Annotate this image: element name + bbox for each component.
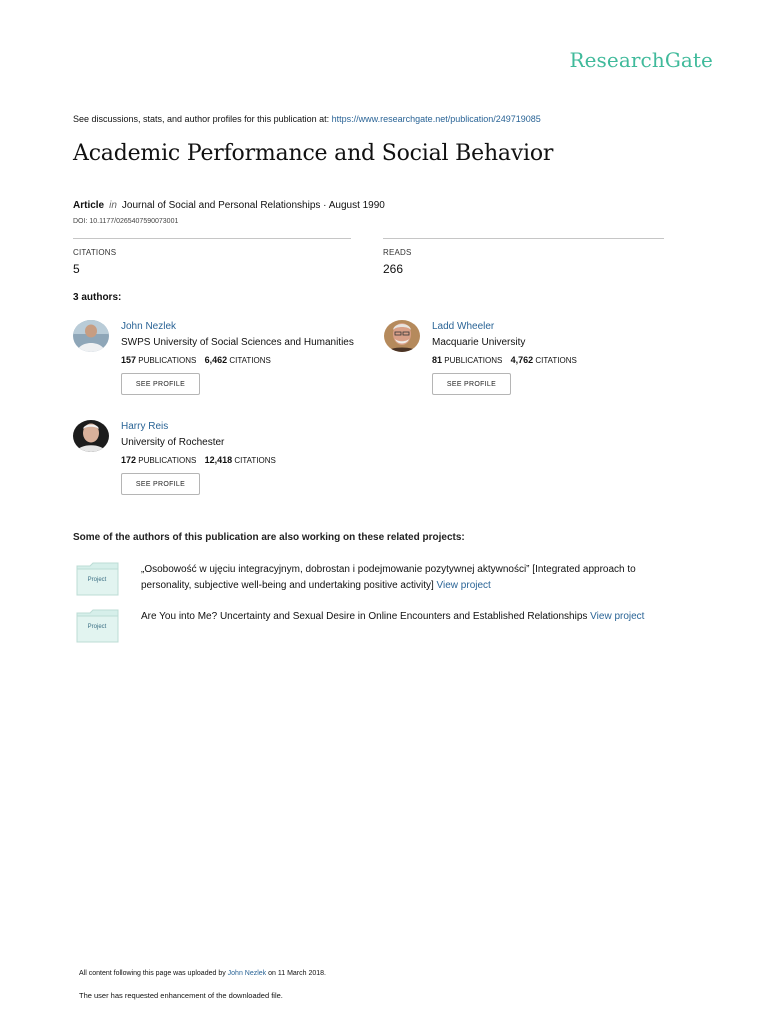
citations-label: CITATIONS xyxy=(535,356,577,365)
avatar[interactable] xyxy=(73,320,109,352)
authors-heading: 3 authors: xyxy=(73,292,122,303)
citations-count: 12,418 xyxy=(204,455,233,465)
author-institution: SWPS University of Social Sciences and Humanities xyxy=(121,337,354,348)
doi: DOI: 10.1177/0265407590073001 xyxy=(73,218,179,225)
project-title: Are You into Me? Uncertainty and Sexual Desire in Online Encounters and Established Relationships xyxy=(141,611,588,622)
upload-suffix: on 11 March 2018. xyxy=(266,970,326,977)
upload-note xyxy=(79,970,326,977)
avatar[interactable] xyxy=(73,420,109,452)
page-title: Academic Performance and Social Behavior xyxy=(73,141,554,166)
publication-url-line xyxy=(73,114,541,124)
view-project-link[interactable]: View project xyxy=(590,611,645,622)
project-folder-icon[interactable] xyxy=(76,609,120,643)
related-projects-heading: Some of the authors of this publication are also working on these related projects: xyxy=(73,532,465,543)
publications-count: 81 xyxy=(432,355,443,365)
journal-name: Journal of Social and Personal Relationships · August 1990 xyxy=(121,200,385,211)
citations-divider xyxy=(73,238,351,239)
project-item xyxy=(76,562,676,598)
project-description xyxy=(141,609,671,625)
article-info xyxy=(73,200,385,211)
citations-label: CITATIONS xyxy=(73,248,117,257)
publications-count: 157 xyxy=(121,355,137,365)
reads-label: READS xyxy=(383,248,412,257)
author-institution: Macquarie University xyxy=(432,337,526,348)
author-name-link[interactable]: John Nezlek xyxy=(121,321,177,332)
author-stats xyxy=(121,455,276,465)
publications-label: PUBLICATIONS xyxy=(138,456,197,465)
publications-label: PUBLICATIONS xyxy=(138,356,197,365)
author-card xyxy=(384,320,684,400)
enhancement-note: The user has requested enhancement of the downloaded file. xyxy=(79,991,283,1000)
reads-count: 266 xyxy=(383,262,404,276)
project-folder-icon[interactable] xyxy=(76,562,120,596)
citations-label: CITATIONS xyxy=(229,356,271,365)
avatar[interactable] xyxy=(384,320,420,352)
author-institution: University of Rochester xyxy=(121,437,225,448)
see-profile-button[interactable]: SEE PROFILE xyxy=(121,473,200,495)
citations-label: CITATIONS xyxy=(234,456,276,465)
see-profile-button[interactable]: SEE PROFILE xyxy=(432,373,511,395)
author-name-link[interactable]: Ladd Wheeler xyxy=(432,321,495,332)
project-title: „Osobowość w ujęciu integracyjnym, dobrostan i podejmowanie pozytywnej aktywności” [Integrated approach to personality, subjective well-being and undertaking positive activity] xyxy=(141,564,636,591)
author-stats xyxy=(432,355,577,365)
uploader-link[interactable]: John Nezlek xyxy=(227,970,267,977)
citations-count: 5 xyxy=(73,262,80,276)
author-stats xyxy=(121,355,271,365)
view-project-link[interactable]: View project xyxy=(436,580,491,591)
citations-count: 6,462 xyxy=(204,355,228,365)
reads-divider xyxy=(383,238,664,239)
see-discussions-text: See discussions, stats, and author profiles for this publication at: xyxy=(73,114,332,124)
publication-url-link[interactable]: https://www.researchgate.net/publication/249719085 xyxy=(331,114,541,124)
researchgate-logo[interactable]: ResearchGate xyxy=(569,48,713,72)
project-item xyxy=(76,609,676,645)
article-in: in xyxy=(109,200,117,211)
publications-label: PUBLICATIONS xyxy=(444,356,503,365)
upload-prefix: All content following this page was uploaded by xyxy=(79,970,228,977)
author-card xyxy=(73,420,373,500)
article-type: Article xyxy=(73,200,105,211)
project-description xyxy=(141,562,671,594)
project-icon-label: Project xyxy=(87,624,107,630)
author-name-link[interactable]: Harry Reis xyxy=(121,421,169,432)
author-card xyxy=(73,320,373,400)
project-icon-label: Project xyxy=(87,577,107,583)
see-profile-button[interactable]: SEE PROFILE xyxy=(121,373,200,395)
citations-count: 4,762 xyxy=(510,355,534,365)
publications-count: 172 xyxy=(121,455,137,465)
